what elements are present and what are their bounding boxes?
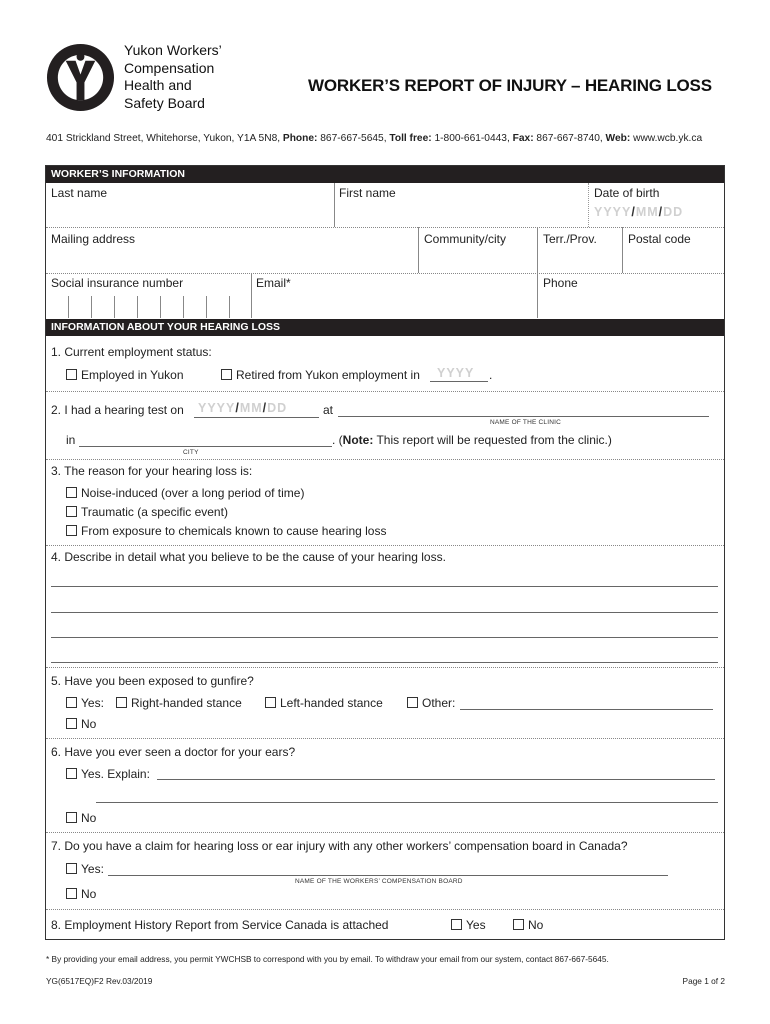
row-divider — [46, 545, 724, 546]
question-8: 8. Employment History Report from Service Canada is attached — [51, 918, 389, 932]
question-6: 6. Have you ever seen a doctor for your ears? — [51, 745, 296, 759]
checkbox[interactable] — [66, 768, 77, 779]
divider — [622, 227, 623, 273]
in-label: in — [66, 433, 76, 447]
compensation-board-field[interactable] — [108, 875, 668, 876]
checkbox[interactable] — [451, 919, 462, 930]
q3-option-noise[interactable] — [66, 486, 304, 500]
q6-option-no-label: No — [81, 811, 97, 825]
day-placeholder: DD — [663, 205, 684, 219]
phone-label: Phone — [543, 276, 578, 290]
q5-option-no[interactable] — [66, 717, 96, 731]
terr-prov-label: Terr./Prov. — [543, 232, 597, 246]
date-of-birth-field[interactable] — [594, 205, 683, 219]
checkbox[interactable] — [66, 697, 77, 708]
row-divider — [46, 273, 724, 274]
description-line[interactable] — [51, 586, 718, 587]
row-divider — [46, 832, 724, 833]
section-heading-hearing: INFORMATION ABOUT YOUR HEARING LOSS — [46, 319, 724, 336]
report-form — [45, 165, 725, 940]
checkbox[interactable] — [513, 919, 524, 930]
divider — [418, 227, 419, 273]
form-title: WORKER’S REPORT OF INJURY – HEARING LOSS — [308, 76, 712, 95]
contact-address — [46, 133, 702, 144]
q5-option-right-handed-label: Right-handed stance — [131, 696, 242, 710]
org-line: Compensation — [124, 59, 215, 76]
question-1: 1. Current employment status: — [51, 345, 212, 359]
mailing-address-label: Mailing address — [51, 232, 136, 246]
q8-option-no-label: No — [528, 918, 544, 932]
retired-year-placeholder: YYYY — [437, 366, 475, 380]
q5-option-left-handed-label: Left-handed stance — [280, 696, 383, 710]
fax-number: 867-667-8740, — [533, 133, 606, 144]
sin-label: Social insurance number — [51, 276, 184, 290]
q1-option-retired[interactable] — [221, 368, 420, 382]
q1-option-employed-label: Employed in Yukon — [81, 368, 184, 382]
city-field[interactable] — [79, 446, 332, 447]
question-4: 4. Describe in detail what you believe to be the cause of your hearing loss. — [51, 550, 446, 564]
q7-option-no-label: No — [81, 887, 97, 901]
date-separator: / — [262, 401, 268, 415]
q7-option-no[interactable] — [66, 887, 96, 901]
org-line: Safety Board — [124, 94, 205, 111]
q5-option-other[interactable] — [407, 696, 455, 710]
checkbox[interactable] — [66, 718, 77, 729]
tollfree-number: 1-800-661-0443, — [431, 133, 513, 144]
divider — [537, 273, 538, 318]
organization-name — [124, 42, 222, 112]
address-text: 401 Strickland Street, Whitehorse, Yukon, Y1A 5N8, — [46, 133, 283, 144]
q2-note — [332, 433, 612, 447]
checkbox[interactable] — [66, 863, 77, 874]
q6-option-no[interactable] — [66, 811, 96, 825]
description-line[interactable] — [51, 637, 718, 638]
q1-period: . — [489, 368, 493, 382]
web-label: Web: — [605, 133, 631, 144]
q5-option-no-label: No — [81, 717, 97, 731]
checkbox[interactable] — [66, 888, 77, 899]
description-line[interactable] — [51, 662, 718, 663]
q7-option-yes-label: Yes: — [81, 862, 104, 876]
checkbox[interactable] — [66, 487, 77, 498]
q1-option-retired-label: Retired from Yukon employment in — [236, 368, 420, 382]
q3-option-traumatic-label: Traumatic (a specific event) — [81, 505, 228, 519]
divider — [537, 227, 538, 273]
other-stance-field[interactable] — [460, 709, 713, 710]
q3-option-noise-label: Noise-induced (over a long period of time) — [81, 486, 305, 500]
q5-option-left-handed[interactable] — [265, 696, 383, 710]
q6-option-yes[interactable] — [66, 767, 150, 781]
q5-option-right-handed[interactable] — [116, 696, 242, 710]
phone-number: 867-667-5645, — [317, 133, 390, 144]
divider — [588, 183, 589, 227]
date-separator: / — [235, 401, 240, 415]
doctor-explanation-line[interactable] — [96, 802, 718, 803]
clinic-name-field[interactable] — [338, 416, 709, 417]
question-5: 5. Have you been exposed to gunfire? — [51, 674, 254, 688]
description-line[interactable] — [51, 612, 718, 613]
year-placeholder: YYYY — [594, 205, 632, 219]
q2-note-text: This report will be requested from the clinic.) — [373, 433, 612, 447]
checkbox[interactable] — [66, 812, 77, 823]
clinic-name-caption: NAME OF THE CLINIC — [490, 419, 562, 426]
month-placeholder: MM — [239, 401, 263, 415]
q3-option-chemicals[interactable] — [66, 524, 386, 538]
checkbox[interactable] — [66, 506, 77, 517]
month-placeholder: MM — [635, 205, 659, 219]
row-divider — [46, 738, 724, 739]
hearing-test-date-placeholder — [198, 401, 287, 415]
compensation-board-caption: NAME OF THE WORKERS’ COMPENSATION BOARD — [295, 878, 463, 885]
year-placeholder: YYYY — [198, 401, 236, 415]
q5-option-other-label: Other: — [422, 696, 456, 710]
day-placeholder: DD — [267, 401, 288, 415]
phone-label: Phone: — [282, 133, 318, 144]
form-code: YG(6517EQ)F2 Rev.03/2019 — [46, 976, 153, 986]
checkbox[interactable] — [407, 697, 418, 708]
org-line: Health and — [124, 77, 192, 93]
q3-option-chemicals-label: From exposure to chemicals known to cause hearing loss — [81, 524, 387, 538]
retired-year-field[interactable] — [430, 381, 488, 382]
section-heading-worker: WORKER’S INFORMATION — [46, 166, 724, 183]
question-3: 3. The reason for your hearing loss is: — [51, 464, 253, 478]
q7-option-yes[interactable] — [66, 862, 104, 876]
divider — [251, 273, 252, 318]
doctor-explanation-line[interactable] — [157, 779, 715, 780]
checkbox[interactable] — [66, 525, 77, 536]
checkbox[interactable] — [265, 697, 276, 708]
community-city-label: Community/city — [424, 232, 507, 246]
q3-option-traumatic[interactable] — [66, 505, 228, 519]
q8-option-no[interactable] — [513, 918, 543, 932]
q6-option-yes-label: Yes. Explain: — [81, 767, 150, 781]
hearing-test-date-field[interactable] — [194, 417, 319, 418]
question-2: 2. I had a hearing test on — [51, 403, 184, 417]
postal-code-label: Postal code — [628, 232, 691, 246]
row-divider — [46, 459, 724, 460]
note-label: Note: — [342, 433, 374, 447]
email-consent-note: * By providing your email address, you permit YWCHSB to correspond with you by email. To withdraw your email from our system, contact 867-667-5645. — [46, 954, 609, 964]
at-label: at — [323, 403, 334, 417]
row-divider — [46, 391, 724, 392]
web-address: www.wcb.yk.ca — [630, 133, 703, 144]
row-divider — [46, 909, 724, 910]
last-name-label: Last name — [51, 186, 108, 200]
date-separator: / — [658, 205, 664, 219]
q8-option-yes[interactable] — [451, 918, 486, 932]
date-of-birth-label: Date of birth — [594, 186, 660, 200]
fax-label: Fax: — [512, 133, 534, 144]
checkbox[interactable] — [221, 369, 232, 380]
q2-note-open: . ( — [332, 433, 343, 447]
q5-option-yes-label: Yes: — [81, 696, 104, 710]
checkbox[interactable] — [66, 369, 77, 380]
question-7: 7. Do you have a claim for hearing loss or ear injury with any other workers’ compensation board in Canada? — [51, 839, 628, 853]
q8-option-yes-label: Yes — [466, 918, 486, 932]
org-line: Yukon Workers’ — [124, 42, 222, 58]
q5-option-yes[interactable] — [66, 696, 104, 710]
first-name-label: First name — [339, 186, 396, 200]
row-divider — [46, 667, 724, 668]
q1-option-employed[interactable] — [66, 368, 184, 382]
email-label: Email* — [256, 276, 291, 290]
city-caption: CITY — [183, 449, 199, 456]
tollfree-label: Toll free: — [389, 133, 432, 144]
ywchsb-logo-icon — [46, 43, 115, 112]
checkbox[interactable] — [116, 697, 127, 708]
date-separator: / — [631, 205, 636, 219]
divider — [334, 183, 335, 227]
page-number: Page 1 of 2 — [682, 976, 725, 986]
